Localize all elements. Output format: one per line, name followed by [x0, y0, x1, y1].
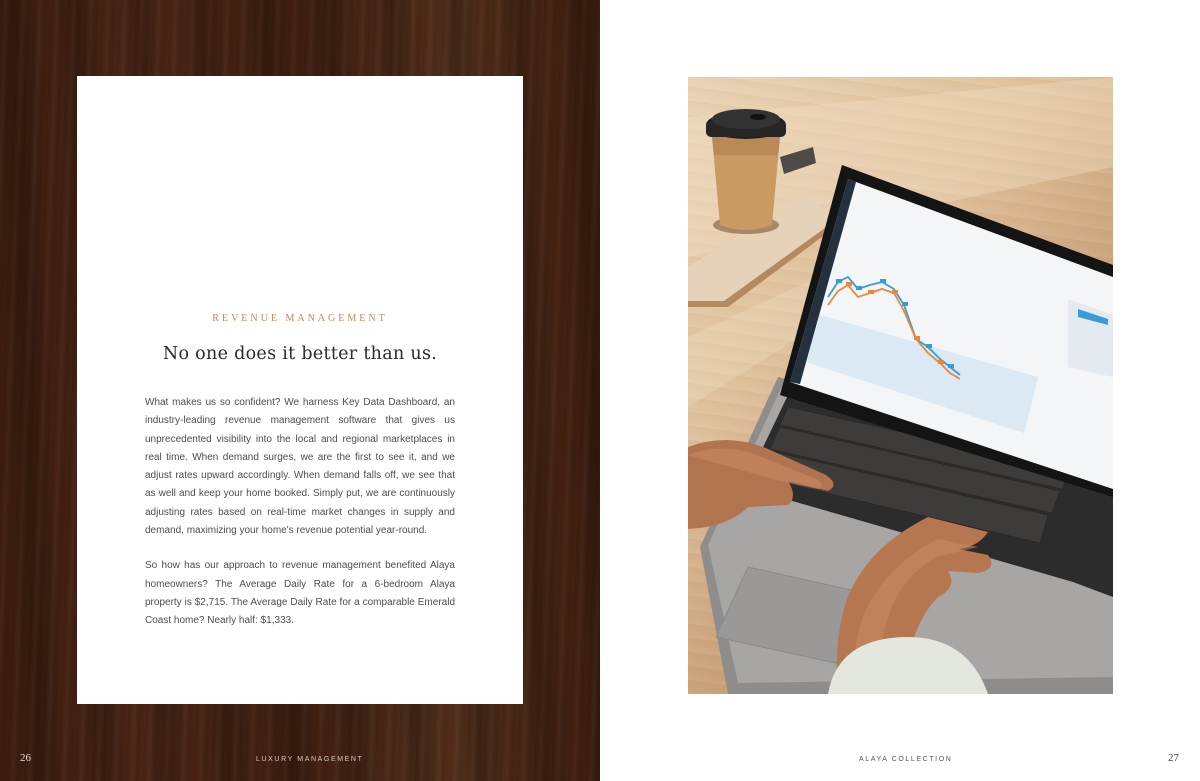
paragraph-2: So how has our approach to revenue management benefited Alaya homeowners? The Average Daily Rate for a 6-bedroom Alaya property is $2,715. The Average Daily Rate for a comparable Emerald Coast home? Nearly half: $1,333. [145, 560, 455, 627]
page-headline: No one does it better than us. [162, 344, 438, 364]
running-footer-right: ALAYA COLLECTION [859, 756, 953, 763]
laptop-photo [688, 77, 1113, 694]
page-number-right: 27 [1168, 752, 1179, 764]
section-eyebrow: REVENUE MANAGEMENT [212, 313, 388, 324]
body-copy [145, 394, 455, 631]
right-page [600, 0, 1200, 781]
paragraph-1: What makes us so confident? We harness Key Data Dashboard, an industry-leading revenue management software that gives us unprecedented visibility into the local and regional marketplaces in real time. When demand surges, we are the first to see it, and we adjust rates upward accordingly. When demand falls off, we see that as well and keep your home booked. Simply put, we are continuously adjusting rates based on real-time market changes in supply and demand, maximizing your home's revenue potential year-round. [145, 397, 455, 537]
laptop-photo-illustration [688, 77, 1113, 694]
running-footer-left: LUXURY MANAGEMENT [256, 756, 364, 763]
page-number-left: 26 [20, 752, 31, 764]
text-card [77, 76, 523, 704]
